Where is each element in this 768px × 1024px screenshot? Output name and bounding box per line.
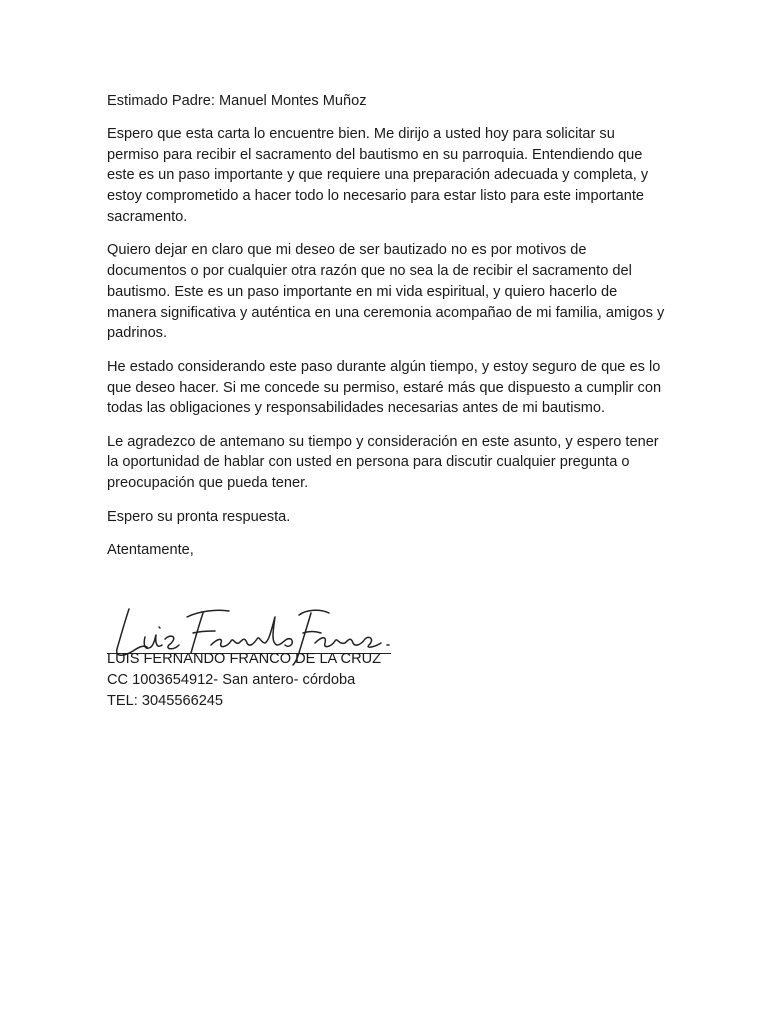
- letter-salutation: Estimado Padre: Manuel Montes Muñoz: [107, 93, 367, 109]
- letter-paragraph: Quiero dejar en claro que mi deseo de ser bautizado no es por motivos de documentos o por cualquier otra razón que no sea la de recibir el sacramento del bautismo. Este es un paso importante en mi vida espiritual, y quiero hacerlo de manera significativa y auténtica en una ceremonia acompañao de mi familia, amigos y padrinos.: [107, 242, 665, 342]
- letter-paragraph: He estado considerando este paso durante algún tiempo, y estoy seguro de que es lo que deseo hacer. Si me concede su permiso, estaré más que dispuesto a cumplir con todas las obligaciones y responsabilidades necesarias antes de mi bautismo.: [107, 358, 662, 417]
- signer-id: CC 1003654912- San antero- córdoba: [107, 671, 356, 688]
- signature-details: [107, 649, 381, 711]
- signer-name: LUIS FERNANDO FRANCO DE LA CRUZ: [107, 651, 382, 667]
- letter-paragraph: Espero que esta carta lo encuentre bien. Me dirijo a usted hoy para solicitar su permiso para recibir el sacramento del bautismo en su parroquia. Entendiendo que este es un paso importante y que requiere una preparación adecuada y completa, y estoy comprometido a hacer todo lo necesario para estar listo para este importante sacramento.: [107, 125, 649, 225]
- letter-closing: Atentamente,: [107, 541, 194, 558]
- letter-paragraph: Le agradezco de antemano su tiempo y consideración en este asunto, y espero tener la oportunidad de hablar con usted en persona para discutir cualquier pregunta o preocupación que pueda tener.: [107, 433, 659, 492]
- signature-block: [107, 585, 407, 720]
- signer-phone: TEL: 3045566245: [107, 692, 224, 709]
- letter-paragraph: Espero su pronta respuesta.: [107, 508, 291, 525]
- letter-body: [107, 91, 667, 573]
